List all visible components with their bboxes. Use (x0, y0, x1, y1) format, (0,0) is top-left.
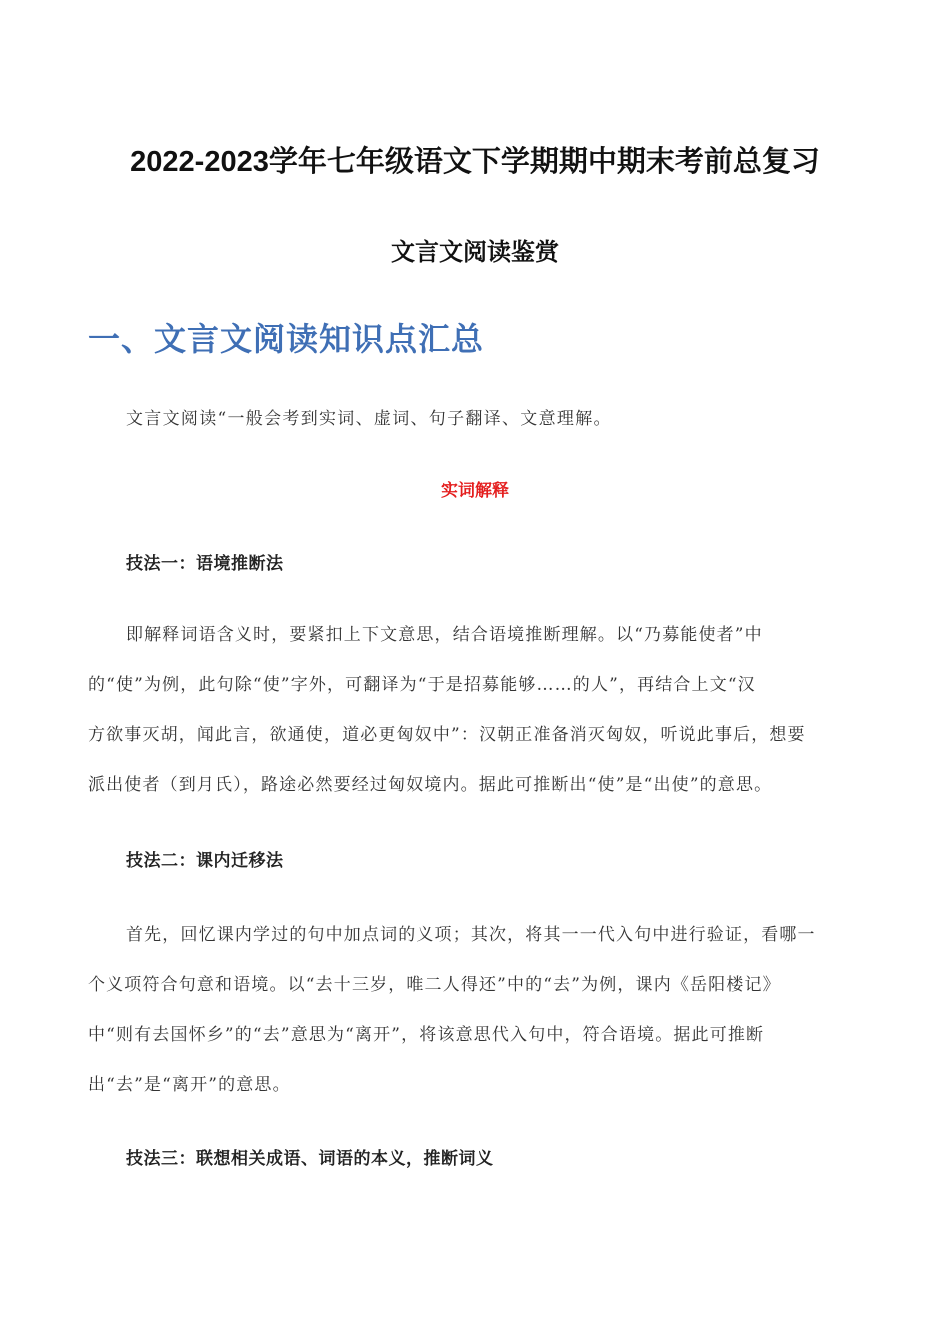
method-1-paragraph (88, 610, 854, 810)
subsection-heading-shici: 实词解释 (441, 481, 509, 501)
method-3-heading: 技法三：联想相关成语、词语的本义，推断词义 (126, 1149, 494, 1169)
document-title: 2022-2023学年七年级语文下学期期中期末考前总复习 (130, 146, 820, 178)
method-2-paragraph (88, 910, 854, 1110)
method-1-line-3: 方欲事灭胡，闻此言，欲通使，道必更匈奴中”：汉朝正准备消灭匈奴，听说此事后，想要 (88, 725, 806, 745)
method-2-line-2: 个义项符合句意和语境。以“去十三岁，唯二人得还”中的“去”为例，课内《岳阳楼记》 (88, 975, 781, 995)
method-2-line-1: 首先，回忆课内学过的句中加点词的义项；其次，将其一一代入句中进行验证，看哪一 (126, 925, 816, 945)
section-heading: 一、文言文阅读知识点汇总 (88, 320, 485, 358)
method-2-line-3: 中“则有去国怀乡”的“去”意思为“离开”，将该意思代入句中，符合语境。据此可推断 (88, 1025, 765, 1045)
method-2-line-4: 出“去”是“离开”的意思。 (88, 1075, 291, 1095)
document-subtitle: 文言文阅读鉴赏 (391, 238, 559, 266)
method-1-heading: 技法一：语境推断法 (126, 554, 284, 574)
method-2-heading: 技法二：课内迁移法 (126, 851, 284, 871)
intro-paragraph: 文言文阅读“一般会考到实词、虚词、句子翻译、文意理解。 (126, 409, 612, 429)
method-1-line-2: 的“使”为例，此句除“使”字外，可翻译为“于是招募能够……的人”，再结合上文“汉 (88, 675, 756, 695)
method-1-line-1: 即解释词语含义时，要紧扣上下文意思，结合语境推断理解。以“乃募能使者”中 (126, 625, 763, 645)
method-1-line-4: 派出使者（到月氏），路途必然要经过匈奴境内。据此可推断出“使”是“出使”的意思。 (88, 775, 773, 795)
